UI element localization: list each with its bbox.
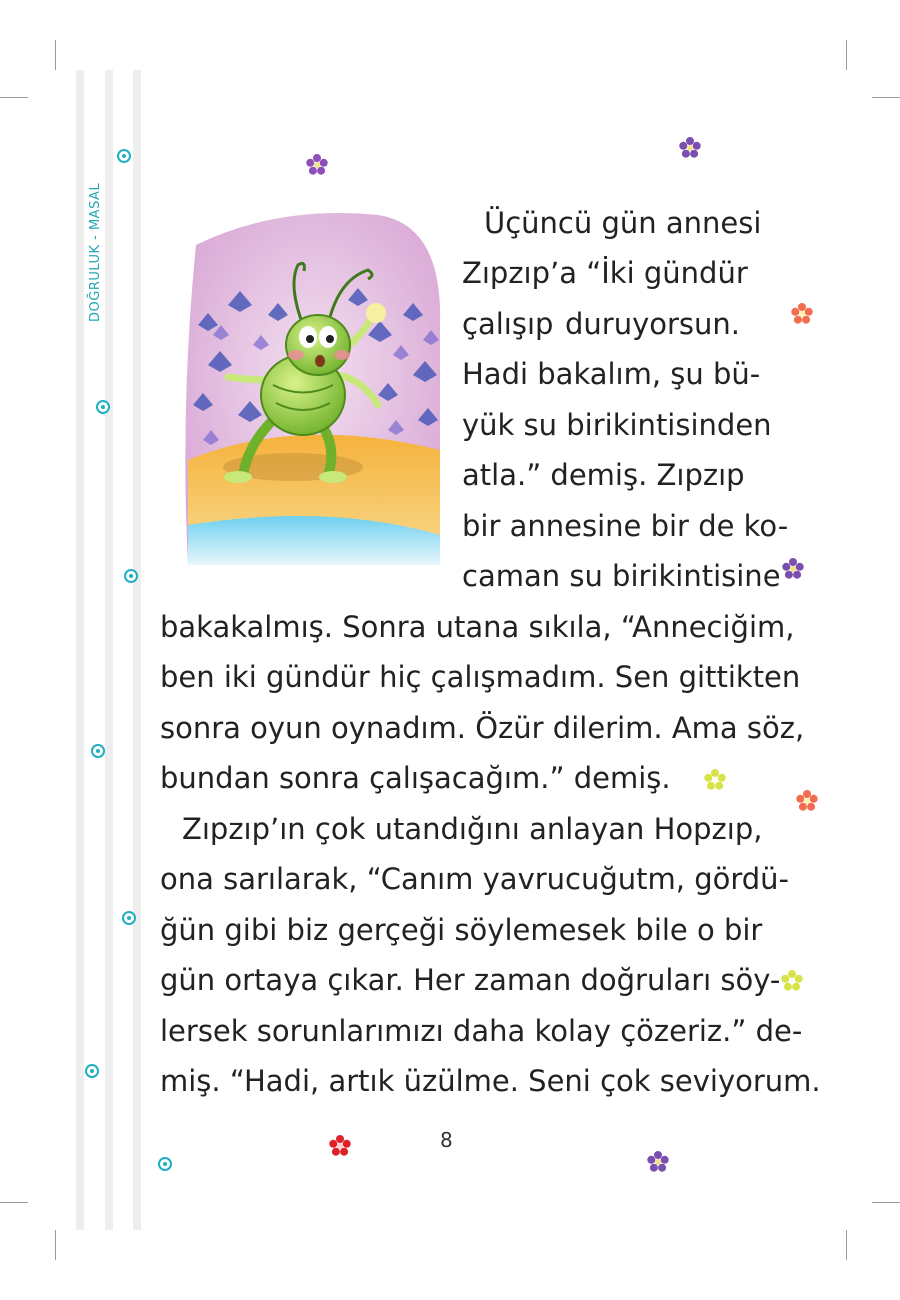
- text-line: çalışıp duruyorsun.: [462, 307, 740, 341]
- grasshopper-illustration: [178, 205, 448, 575]
- side-label: DOĞRULUK - MASAL: [88, 182, 103, 322]
- page-number: 8: [440, 1128, 453, 1152]
- text-line: Zıpzıp’a “İki gündür: [462, 256, 748, 290]
- ring-icon: [117, 149, 131, 163]
- text-line: miş. “Hadi, artık üzülme. Seni çok seviyorum.: [160, 1064, 821, 1098]
- flower-icon: [704, 769, 726, 791]
- text-line: yük su birikintisinden: [462, 408, 772, 442]
- text-line: bundan sonra çalışacağım.” demiş.: [160, 761, 671, 795]
- flower-icon: [796, 790, 818, 812]
- text-line: bir annesine bir de ko-: [462, 509, 789, 543]
- text-line: ğün gibi biz gerçeği söylemesek bile o bir: [160, 913, 763, 947]
- ring-icon: [122, 911, 136, 925]
- text-line: atla.” demiş. Zıpzıp: [462, 458, 745, 492]
- text-line: sonra oyun oynadım. Özür dilerim. Ama söz,: [160, 711, 805, 745]
- ring-icon: [158, 1157, 172, 1171]
- ring-icon: [96, 400, 110, 414]
- crop-mark: [872, 97, 900, 98]
- crop-mark: [55, 40, 56, 70]
- text-line: caman su birikintisine: [462, 559, 781, 593]
- flower-icon: [647, 1151, 669, 1173]
- margin-stripe: [105, 70, 113, 1230]
- flower-icon: [791, 303, 813, 325]
- crop-mark: [0, 97, 28, 98]
- text-line: lersek sorunlarımızı daha kolay çözeriz.” de-: [160, 1014, 803, 1048]
- flower-icon: [679, 137, 701, 159]
- crop-mark: [846, 1230, 847, 1260]
- text-line: Zıpzıp’ın çok utandığını anlayan Hopzıp,: [182, 812, 763, 846]
- text-line: gün ortaya çıkar. Her zaman doğruları söy-: [160, 963, 781, 997]
- crop-mark: [846, 40, 847, 70]
- ring-icon: [85, 1064, 99, 1078]
- flower-icon: [306, 154, 328, 176]
- ring-icon: [124, 569, 138, 583]
- crop-mark: [55, 1230, 56, 1260]
- flower-icon: [329, 1135, 351, 1157]
- ring-icon: [91, 744, 105, 758]
- flower-icon: [781, 970, 803, 992]
- crop-mark: [0, 1202, 28, 1203]
- margin-stripe: [76, 70, 84, 1230]
- text-line: Hadi bakalım, şu bü-: [462, 357, 761, 391]
- text-line: Üçüncü gün annesi: [484, 206, 762, 240]
- text-line: bakakalmış. Sonra utana sıkıla, “Anneciğim,: [160, 610, 795, 644]
- text-line: ona sarılarak, “Canım yavrucuğutm, gördü-: [160, 862, 790, 896]
- text-line: ben iki gündür hiç çalışmadım. Sen gittikten: [160, 660, 801, 694]
- crop-mark: [872, 1202, 900, 1203]
- margin-stripe: [133, 70, 141, 1230]
- flower-icon: [782, 558, 804, 580]
